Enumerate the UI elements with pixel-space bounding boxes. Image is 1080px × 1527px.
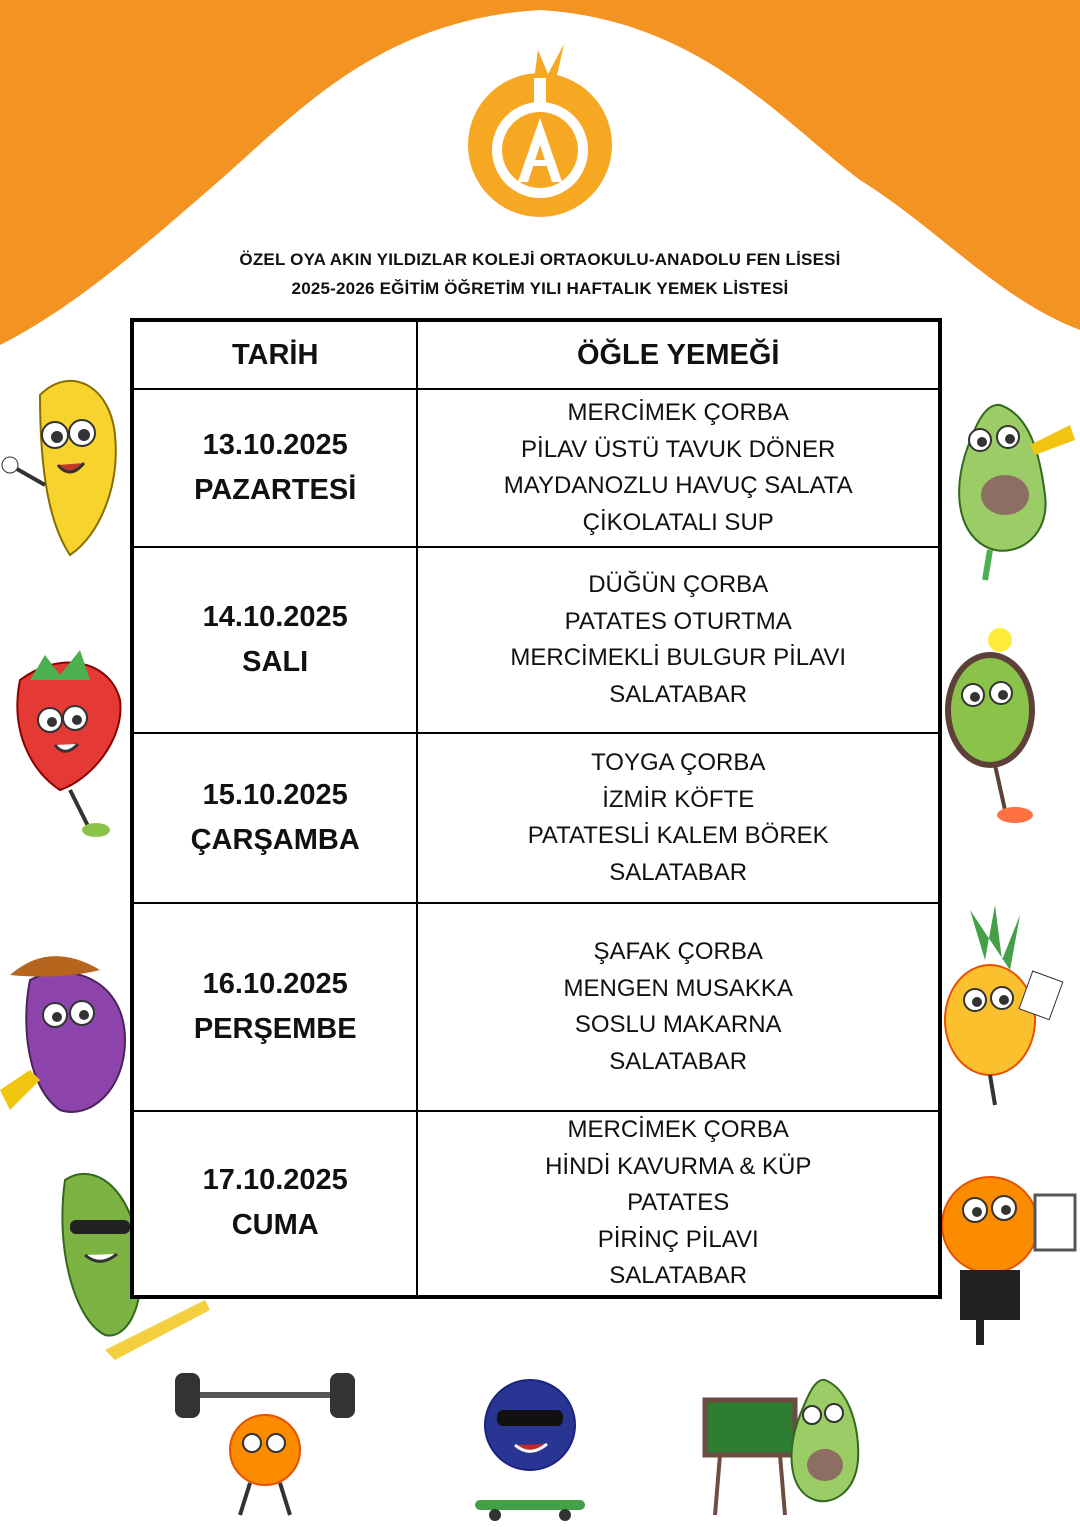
- orange-weightlifter-mascot-icon: [170, 1365, 360, 1525]
- day-name: CUMA: [231, 1209, 319, 1242]
- menu-item: PİRİNÇ PİLAVI: [597, 1225, 759, 1253]
- banana-mascot-icon: [0, 365, 130, 575]
- menu-item: MERCİMEK ÇORBA: [567, 399, 789, 426]
- date-cell: [132, 903, 417, 1111]
- table-header-row: [132, 320, 940, 389]
- eggplant-mascot-icon: [0, 930, 135, 1130]
- lunch-cell: [417, 903, 940, 1111]
- kiwi-mascot-icon: [945, 620, 1075, 835]
- blueberry-skater-mascot-icon: [455, 1360, 605, 1525]
- table-row: [132, 1111, 940, 1297]
- pineapple-mascot-icon: [940, 900, 1080, 1120]
- date-cell: [132, 547, 417, 733]
- school-logo: [460, 40, 620, 220]
- date-value: 15.10.2025: [202, 779, 348, 811]
- table-row: [132, 903, 940, 1111]
- avocado-teacher-mascot-icon: [700, 1370, 870, 1525]
- menu-item: MAYDANOZLU HAVUÇ SALATA: [503, 472, 853, 499]
- weekly-menu-table: [130, 318, 942, 1299]
- date-cell: [132, 733, 417, 903]
- menu-item: İZMİR KÖFTE: [602, 785, 755, 813]
- menu-item: ÇİKOLATALI SUP: [582, 508, 774, 536]
- day-name: SALI: [242, 646, 309, 678]
- table-row: [132, 733, 940, 903]
- avocado-trumpet-mascot-icon: [940, 395, 1080, 595]
- date-cell: [132, 1111, 417, 1297]
- lunch-cell: [417, 389, 940, 547]
- menu-item: MERCİMEKLİ BULGUR PİLAVI: [510, 644, 847, 671]
- lunch-cell: [417, 547, 940, 733]
- menu-item: MERCİMEK ÇORBA: [567, 1116, 789, 1143]
- lunch-column-header: ÖĞLE YEMEĞİ: [417, 320, 940, 389]
- menu-item: MENGEN MUSAKKA: [563, 974, 793, 1002]
- menu-item: PATATES: [627, 1189, 730, 1216]
- date-value: 14.10.2025: [202, 601, 348, 633]
- menu-item: HİNDİ KAVURMA & KÜP: [545, 1152, 812, 1180]
- day-name: PERŞEMBE: [193, 1013, 357, 1045]
- orange-businessman-mascot-icon: [940, 1160, 1080, 1355]
- date-value: 17.10.2025: [202, 1164, 348, 1197]
- menu-item: SALATABAR: [609, 680, 748, 708]
- menu-item: ŞAFAK ÇORBA: [593, 938, 763, 965]
- menu-item: TOYGA ÇORBA: [591, 749, 766, 776]
- menu-item: SOSLU MAKARNA: [574, 1011, 782, 1038]
- strawberry-mascot-icon: [0, 640, 130, 840]
- menu-item: SALATABAR: [609, 1262, 748, 1289]
- list-title: 2025-2026 EĞİTİM ÖĞRETİM YILI HAFTALIK YEMEK LİSTESİ: [291, 279, 789, 298]
- date-value: 16.10.2025: [202, 968, 348, 1000]
- date-cell: [132, 389, 417, 547]
- day-name: PAZARTESİ: [194, 474, 357, 506]
- menu-item: SALATABAR: [609, 1047, 748, 1075]
- date-column-header: TARİH: [132, 320, 417, 389]
- menu-item: DÜĞÜN ÇORBA: [588, 571, 769, 598]
- school-name: ÖZEL OYA AKIN YILDIZLAR KOLEJİ ORTAOKULU-ANADOLU FEN LİSESİ: [239, 250, 841, 269]
- menu-item: PİLAV ÜSTÜ TAVUK DÖNER: [521, 435, 836, 463]
- menu-item: PATATES OTURTMA: [564, 607, 792, 635]
- table-row: [132, 389, 940, 547]
- date-value: 13.10.2025: [202, 429, 348, 461]
- lunch-cell: [417, 733, 940, 903]
- menu-item: SALATABAR: [609, 858, 748, 886]
- table-row: [132, 547, 940, 733]
- menu-item: PATATESLİ KALEM BÖREK: [527, 822, 829, 849]
- lunch-cell: [417, 1111, 940, 1297]
- day-name: ÇARŞAMBA: [190, 824, 360, 856]
